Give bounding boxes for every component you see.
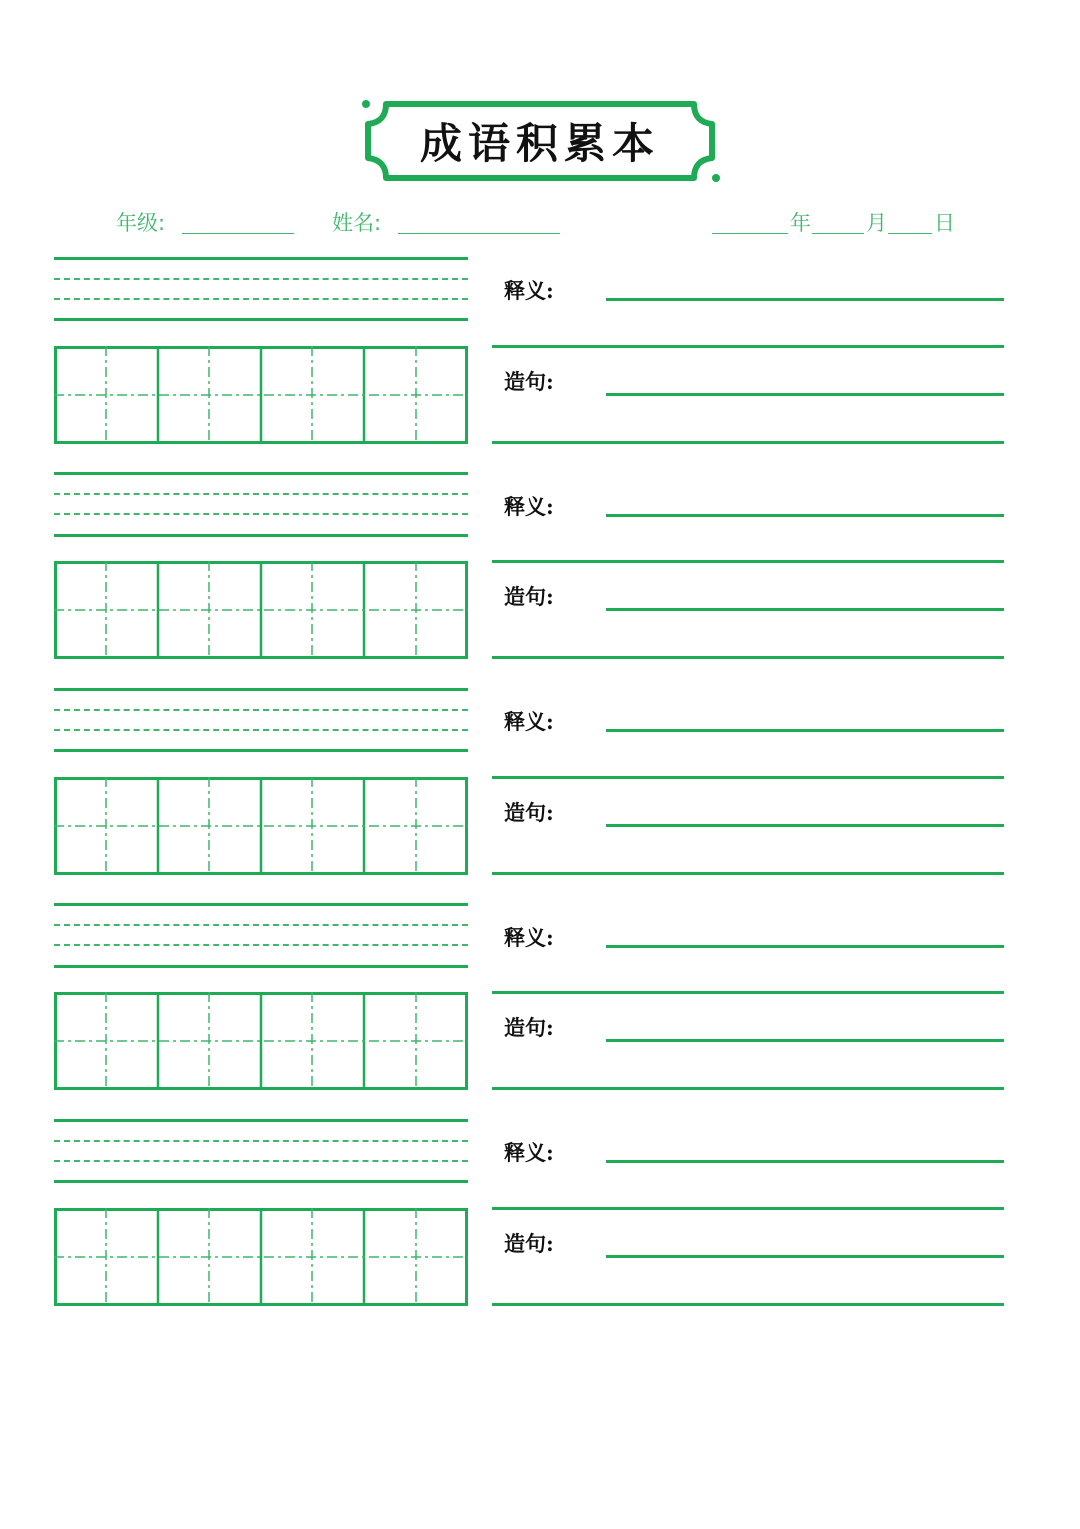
pinyin-dash-line xyxy=(54,1140,468,1142)
sentence-label: 造句: xyxy=(504,800,554,825)
sentence-line[interactable] xyxy=(606,1039,1004,1042)
meaning-label: 释义: xyxy=(504,494,554,519)
sentence-label: 造句: xyxy=(504,1231,554,1256)
sentence-label: 造句: xyxy=(504,1015,554,1040)
meaning-line[interactable] xyxy=(606,298,1004,301)
title-banner xyxy=(358,98,722,184)
character-grid[interactable] xyxy=(54,346,468,444)
sentence-label: 造句: xyxy=(504,369,554,394)
pinyin-top-line xyxy=(54,1119,468,1122)
meaning-line[interactable] xyxy=(606,729,1004,732)
pinyin-top-line xyxy=(54,257,468,260)
sentence-line[interactable] xyxy=(492,1087,1004,1090)
character-grid[interactable] xyxy=(54,1208,468,1306)
meaning-line[interactable] xyxy=(492,345,1004,348)
pinyin-dash-line xyxy=(54,729,468,731)
pinyin-bottom-line[interactable] xyxy=(54,1180,468,1183)
meaning-line[interactable] xyxy=(606,945,1004,948)
pinyin-top-line xyxy=(54,903,468,906)
day-label: 日 xyxy=(934,211,955,235)
pinyin-dash-line xyxy=(54,709,468,711)
meaning-line[interactable] xyxy=(492,1207,1004,1210)
meaning-line[interactable] xyxy=(492,991,1004,994)
sentence-label: 造句: xyxy=(504,584,554,609)
meaning-line[interactable] xyxy=(606,514,1004,517)
pinyin-dash-line xyxy=(54,278,468,280)
pinyin-dash-line xyxy=(54,493,468,495)
meaning-line[interactable] xyxy=(492,560,1004,563)
pinyin-dash-line xyxy=(54,944,468,946)
character-grid[interactable] xyxy=(54,561,468,659)
pinyin-bottom-line[interactable] xyxy=(54,534,468,537)
pinyin-top-line xyxy=(54,472,468,475)
character-grid[interactable] xyxy=(54,992,468,1090)
pinyin-top-line xyxy=(54,688,468,691)
pinyin-dash-line xyxy=(54,298,468,300)
meaning-label: 释义: xyxy=(504,709,554,734)
sentence-line[interactable] xyxy=(492,872,1004,875)
year-label: 年 xyxy=(790,211,811,235)
meaning-line[interactable] xyxy=(492,776,1004,779)
page-title: 成语积累本 xyxy=(419,119,660,168)
sentence-line[interactable] xyxy=(492,656,1004,659)
sentence-line[interactable] xyxy=(606,393,1004,396)
month-label: 月 xyxy=(866,211,887,235)
grade-blank[interactable] xyxy=(182,233,294,234)
sentence-line[interactable] xyxy=(606,608,1004,611)
pinyin-dash-line xyxy=(54,513,468,515)
meaning-label: 释义: xyxy=(504,278,554,303)
grade-label: 年级: xyxy=(116,211,166,235)
year-blank[interactable] xyxy=(712,233,788,234)
pinyin-bottom-line[interactable] xyxy=(54,318,468,321)
name-label: 姓名: xyxy=(332,211,382,235)
sentence-line[interactable] xyxy=(606,824,1004,827)
month-blank[interactable] xyxy=(812,233,864,234)
pinyin-dash-line xyxy=(54,1160,468,1162)
pinyin-bottom-line[interactable] xyxy=(54,749,468,752)
meaning-label: 释义: xyxy=(504,925,554,950)
character-grid[interactable] xyxy=(54,777,468,875)
sentence-line[interactable] xyxy=(606,1255,1004,1258)
pinyin-bottom-line[interactable] xyxy=(54,965,468,968)
pinyin-dash-line xyxy=(54,924,468,926)
name-blank[interactable] xyxy=(398,233,560,234)
meaning-label: 释义: xyxy=(504,1140,554,1165)
day-blank[interactable] xyxy=(888,233,932,234)
sentence-line[interactable] xyxy=(492,1303,1004,1306)
meaning-line[interactable] xyxy=(606,1160,1004,1163)
sentence-line[interactable] xyxy=(492,441,1004,444)
